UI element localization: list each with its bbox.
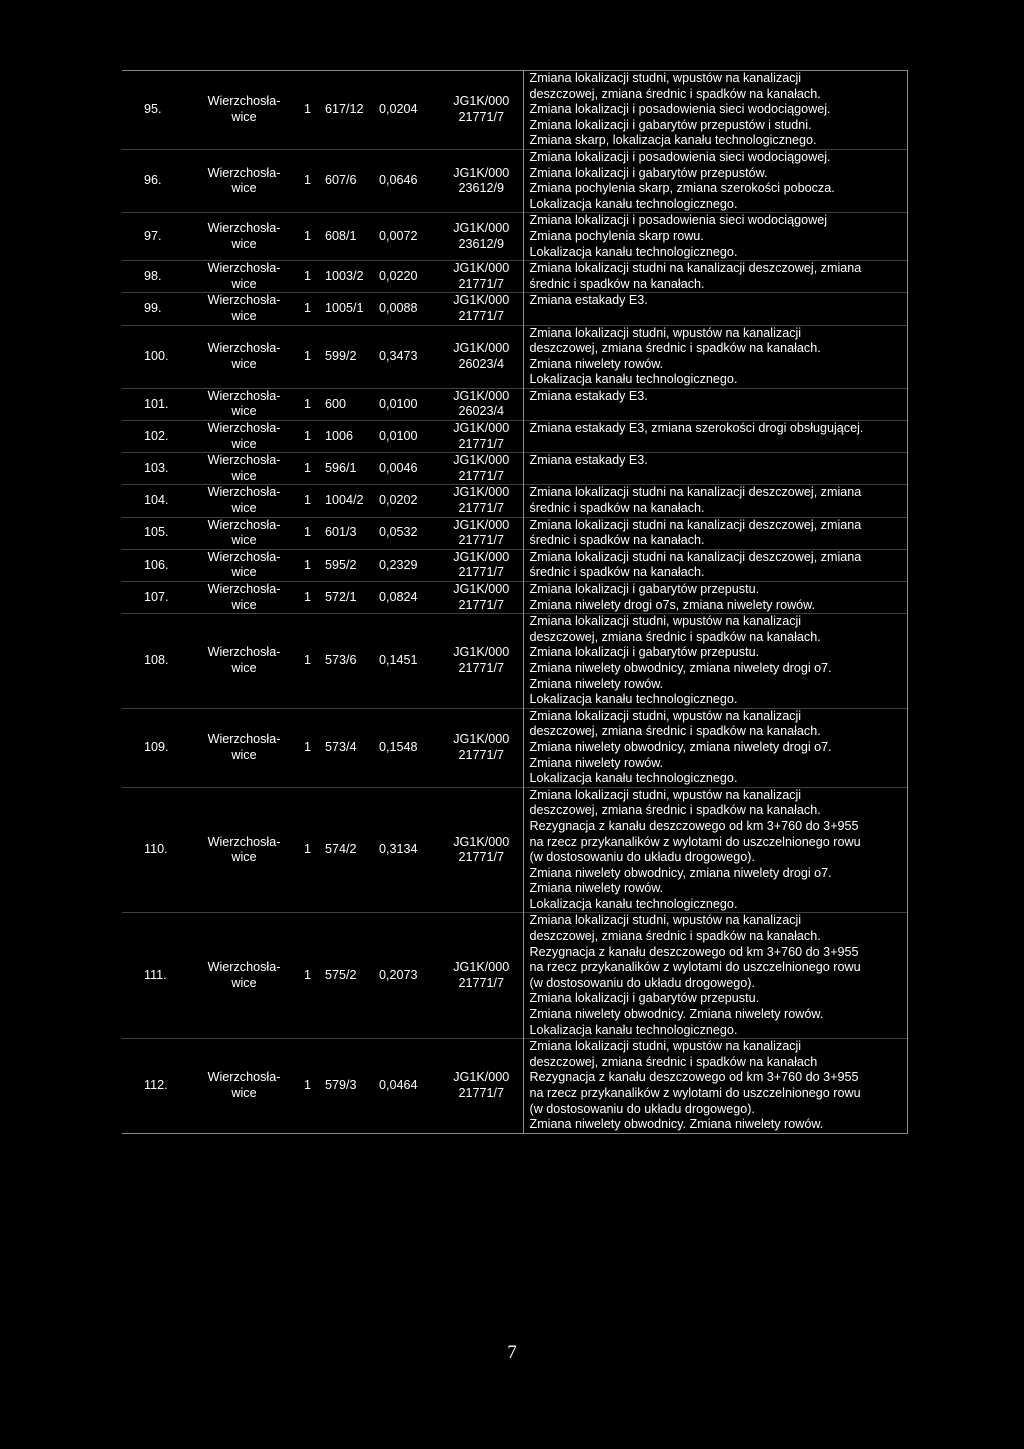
change-description-line: Zmiana lokalizacji studni, wpustów na kanalizacji xyxy=(529,71,802,85)
row-number: 104. xyxy=(122,485,194,517)
area-cell: 0,0464 xyxy=(375,1039,440,1134)
obreb-cell: 1 xyxy=(303,102,311,117)
change-description-line: Zmiana pochylenia skarp, zmiana szerokości pobocza. xyxy=(529,181,835,196)
table-row xyxy=(122,149,907,212)
town-cell: Wierzchosła- wice xyxy=(194,485,294,517)
change-description-line: Zmiana lokalizacji studni na kanalizacji deszczowej, zmiana xyxy=(529,549,862,564)
decision-number-cell: JG1K/000 21771/7 xyxy=(440,293,523,325)
decision-number-cell: JG1K/000 23612/9 xyxy=(440,213,523,261)
change-description-line: Rezygnacja z kanału deszczowego od km 3+760 do 3+955 xyxy=(529,818,859,833)
change-description-line: (w dostosowaniu do układu drogowego). xyxy=(529,850,755,865)
parcel-number-cell: 596/1 xyxy=(321,453,375,485)
obreb-cell: 1 xyxy=(294,708,321,787)
row-number: 100. xyxy=(122,325,194,388)
parcel-number-cell: 573/6 xyxy=(321,614,375,709)
change-description-cell xyxy=(523,213,907,261)
change-description-line: Zmiana estakady E3. xyxy=(529,388,648,403)
table-row xyxy=(122,708,907,787)
obreb-cell: 1 xyxy=(294,293,321,325)
row-number: 106. xyxy=(122,549,194,581)
change-description-cell xyxy=(523,582,907,614)
town-cell: Wierzchosła- wice xyxy=(194,149,294,212)
area-cell: 0,0100 xyxy=(375,421,440,453)
change-description-line: na rzecz przykanalików z wylotami do uszczelnionego rowu xyxy=(529,1086,861,1100)
table-row xyxy=(122,71,907,150)
row-number: 109. xyxy=(122,708,194,787)
town-cell: Wierzchosła- wice xyxy=(194,549,294,581)
change-description-line: Zmiana niwelety rowów. xyxy=(529,356,664,371)
parcel-number-cell: 601/3 xyxy=(321,517,375,549)
parcel-number-cell: 617/12 xyxy=(325,102,364,117)
obreb-cell: 1 xyxy=(294,213,321,261)
row-number: 105. xyxy=(122,517,194,549)
change-description-line: Zmiana lokalizacji studni, wpustów na kanalizacji xyxy=(529,708,802,723)
change-description-line: Zmiana estakady E3. xyxy=(529,293,648,308)
area-cell: 0,0088 xyxy=(375,293,440,325)
row-number: 99. xyxy=(122,293,194,325)
town-cell: Wierzchosła- wice xyxy=(194,517,294,549)
area-cell: 0,0202 xyxy=(375,485,440,517)
parcel-number-cell: 600 xyxy=(321,388,375,420)
area-cell: 0,0072 xyxy=(375,213,440,261)
change-description-line: Zmiana lokalizacji i gabarytów przepustów i studni. xyxy=(529,117,812,132)
change-description-line: Zmiana estakady E3, zmiana szerokości drogi obsługującej. xyxy=(529,421,864,436)
change-description-line: Zmiana lokalizacji i posadowienia sieci wodociągowej. xyxy=(529,102,831,117)
town-cell: Wierzchosła- wice xyxy=(194,213,294,261)
change-description-line: Zmiana lokalizacji studni, wpustów na kanalizacji xyxy=(529,325,802,340)
obreb-cell: 1 xyxy=(294,614,321,709)
area-cell: 0,2073 xyxy=(375,913,440,1039)
town-cell: Wierzchosła- wice xyxy=(194,421,294,453)
town-cell: Wierzchosła- wice xyxy=(194,388,294,420)
change-description-line: (w dostosowaniu do układu drogowego). xyxy=(529,1101,755,1116)
change-description-line: Zmiana niwelety rowów. xyxy=(529,755,664,770)
change-description-cell xyxy=(523,517,907,549)
decision-number-cell: JG1K/000 21771/7 xyxy=(440,485,523,517)
table-row xyxy=(122,1039,907,1134)
parcel-number-cell: 1005/1 xyxy=(321,293,375,325)
area-cell: 0,0100 xyxy=(375,388,440,420)
table-row xyxy=(122,213,907,261)
obreb-cell: 1 xyxy=(294,517,321,549)
decision-number-cell: JG1K/000 21771/7 xyxy=(440,787,523,913)
obreb-cell: 1 xyxy=(294,1039,321,1134)
change-description-line: Zmiana niwelety rowów. xyxy=(529,676,664,691)
parcel-number-cell: 595/2 xyxy=(321,549,375,581)
change-description-cell xyxy=(523,325,907,388)
change-description-cell xyxy=(523,787,907,913)
table-row xyxy=(122,485,907,517)
change-description-line: deszczowej, zmiana średnic i spadków na kanałach. xyxy=(529,86,821,101)
change-description-line: Zmiana lokalizacji i gabarytów przepustu. xyxy=(529,991,760,1006)
change-description-line: Zmiana lokalizacji i gabarytów przepustu. xyxy=(529,645,760,660)
change-description-line: Zmiana lokalizacji i gabarytów przepustu. xyxy=(529,582,760,596)
change-description-line: Zmiana lokalizacji studni na kanalizacji deszczowej, zmiana xyxy=(529,485,862,500)
changes-table xyxy=(122,70,908,1134)
row-number: 112. xyxy=(122,1039,194,1134)
change-description-line: Zmiana niwelety rowów. xyxy=(529,881,664,896)
change-description-line: Zmiana lokalizacji i gabarytów przepustów. xyxy=(529,165,768,180)
decision-number-cell: JG1K/000 21771/7 xyxy=(440,453,523,485)
area-cell: 0,0532 xyxy=(375,517,440,549)
row-number: 97. xyxy=(122,213,194,261)
change-description-line: Zmiana lokalizacji studni, wpustów na kanalizacji xyxy=(529,787,802,802)
area-cell: 0,1548 xyxy=(375,708,440,787)
change-description-line: deszczowej, zmiana średnic i spadków na kanałach. xyxy=(529,803,821,818)
table-row xyxy=(122,582,907,614)
change-description-line: Lokalizacja kanału technologicznego. xyxy=(529,196,738,211)
obreb-cell: 1 xyxy=(294,453,321,485)
table-row xyxy=(122,293,907,325)
town-cell: Wierzchosła- wice xyxy=(194,787,294,913)
change-description-line: Lokalizacja kanału technologicznego. xyxy=(529,896,738,911)
table-row xyxy=(122,787,907,913)
obreb-cell: 1 xyxy=(294,787,321,913)
obreb-cell: 1 xyxy=(294,261,321,293)
area-cell: 0,2329 xyxy=(375,549,440,581)
change-description-cell xyxy=(523,71,907,150)
change-description-line: Zmiana lokalizacji studni, wpustów na kanalizacji xyxy=(529,614,802,629)
change-description-line: Zmiana estakady E3. xyxy=(529,453,648,468)
table-row xyxy=(122,261,907,293)
town-cell: Wierzchosła- wice xyxy=(207,94,281,124)
change-description-line: deszczowej, zmiana średnic i spadków na kanałach. xyxy=(529,929,821,944)
area-cell: 0,0824 xyxy=(375,582,440,614)
change-description-cell xyxy=(523,1039,907,1134)
parcel-number-cell: 574/2 xyxy=(321,787,375,913)
town-cell: Wierzchosła- wice xyxy=(194,453,294,485)
row-number: 111. xyxy=(122,913,194,1039)
decision-number-cell: JG1K/000 21771/7 xyxy=(440,614,523,709)
town-cell: Wierzchosła- wice xyxy=(194,1039,294,1134)
change-description-cell xyxy=(523,261,907,293)
decision-number-cell: JG1K/000 21771/7 xyxy=(440,261,523,293)
change-description-line: deszczowej, zmiana średnic i spadków na kanałach xyxy=(529,1054,818,1069)
row-number: 98. xyxy=(122,261,194,293)
change-description-line: Rezygnacja z kanału deszczowego od km 3+760 do 3+955 xyxy=(529,944,859,959)
change-description-cell xyxy=(523,708,907,787)
decision-number-cell: JG1K/000 26023/4 xyxy=(440,388,523,420)
table-row xyxy=(122,388,907,420)
table-row xyxy=(122,325,907,388)
town-cell: Wierzchosła- wice xyxy=(194,325,294,388)
change-description-cell xyxy=(523,293,907,325)
change-description-line: średnic i spadków na kanałach. xyxy=(529,276,705,291)
change-description-line: Zmiana niwelety obwodnicy, zmiana niwelety drogi o7. xyxy=(529,739,832,754)
change-description-line: Lokalizacja kanału technologicznego. xyxy=(529,692,738,707)
change-description-line: Rezygnacja z kanału deszczowego od km 3+760 do 3+955 xyxy=(529,1070,859,1085)
obreb-cell: 1 xyxy=(294,582,321,614)
area-cell: 0,0204 xyxy=(379,102,418,117)
decision-number-cell: JG1K/000 21771/7 xyxy=(440,582,523,614)
decision-number-cell: JG1K/000 21771/7 xyxy=(440,708,523,787)
parcel-number-cell: 575/2 xyxy=(321,913,375,1039)
change-description-cell xyxy=(523,388,907,420)
change-description-line: Zmiana niwelety obwodnicy, zmiana niwelety drogi o7. xyxy=(529,660,832,675)
change-description-line: średnic i spadków na kanałach. xyxy=(529,533,705,548)
decision-number-cell: JG1K/000 21771/7 xyxy=(440,549,523,581)
town-cell: Wierzchosła- wice xyxy=(194,261,294,293)
change-description-cell xyxy=(523,149,907,212)
town-cell: Wierzchosła- wice xyxy=(194,614,294,709)
area-cell: 0,0646 xyxy=(375,149,440,212)
town-cell: Wierzchosła- wice xyxy=(194,293,294,325)
table-row xyxy=(122,913,907,1039)
change-description-line: średnic i spadków na kanałach. xyxy=(529,565,705,580)
change-description-cell xyxy=(523,485,907,517)
change-description-cell xyxy=(523,913,907,1039)
obreb-cell: 1 xyxy=(294,149,321,212)
parcel-number-cell: 1003/2 xyxy=(321,261,375,293)
row-number: 107. xyxy=(122,582,194,614)
row-number: 95. xyxy=(144,102,162,117)
decision-number-cell: JG1K/000 23612/9 xyxy=(440,149,523,212)
change-description-cell xyxy=(523,614,907,709)
row-number: 110. xyxy=(122,787,194,913)
change-description-line: Zmiana pochylenia skarp rowu. xyxy=(529,228,704,243)
obreb-cell: 1 xyxy=(294,325,321,388)
area-cell: 0,0046 xyxy=(375,453,440,485)
row-number: 103. xyxy=(122,453,194,485)
change-description-line: Zmiana niwelety obwodnicy. Zmiana niwelety rowów. xyxy=(529,1117,824,1132)
change-description-line: Zmiana niwelety obwodnicy, zmiana niwelety drogi o7. xyxy=(529,865,832,880)
obreb-cell: 1 xyxy=(294,388,321,420)
change-description-line: Zmiana lokalizacji studni na kanalizacji deszczowej, zmiana xyxy=(529,261,862,276)
change-description-line: deszczowej, zmiana średnic i spadków na kanałach. xyxy=(529,724,821,739)
parcel-number-cell: 572/1 xyxy=(321,582,375,614)
area-cell: 0,3473 xyxy=(375,325,440,388)
change-description-line: na rzecz przykanalików z wylotami do uszczelnionego rowu xyxy=(529,834,861,849)
change-description-line: Zmiana lokalizacji i posadowienia sieci wodociągowej. xyxy=(529,149,831,164)
town-cell: Wierzchosła- wice xyxy=(194,582,294,614)
parcel-number-cell: 608/1 xyxy=(321,213,375,261)
row-number: 102. xyxy=(122,421,194,453)
change-description-line: (w dostosowaniu do układu drogowego). xyxy=(529,975,755,990)
change-description-line: Lokalizacja kanału technologicznego. xyxy=(529,372,738,387)
change-description-line: Zmiana lokalizacji studni, wpustów na kanalizacji xyxy=(529,913,802,928)
parcel-number-cell: 579/3 xyxy=(321,1039,375,1134)
page-number: 7 xyxy=(507,1342,517,1363)
change-description-cell xyxy=(523,421,907,453)
change-description-line: na rzecz przykanalików z wylotami do uszczelnionego rowu xyxy=(529,960,861,975)
change-description-line: Lokalizacja kanału technologicznego. xyxy=(529,244,738,259)
change-description-line: Zmiana lokalizacji studni na kanalizacji deszczowej, zmiana xyxy=(529,517,862,532)
town-cell: Wierzchosła- wice xyxy=(194,708,294,787)
change-description-line: deszczowej, zmiana średnic i spadków na kanałach. xyxy=(529,629,821,644)
decision-number-cell: JG1K/000 26023/4 xyxy=(440,325,523,388)
area-cell: 0,0220 xyxy=(375,261,440,293)
decision-number-cell: JG1K/000 21771/7 xyxy=(440,421,523,453)
change-description-line: Zmiana niwelety obwodnicy. Zmiana niwelety rowów. xyxy=(529,1007,824,1022)
obreb-cell: 1 xyxy=(294,421,321,453)
table-row xyxy=(122,453,907,485)
row-number: 108. xyxy=(122,614,194,709)
table-row xyxy=(122,517,907,549)
change-description-cell xyxy=(523,453,907,485)
obreb-cell: 1 xyxy=(294,549,321,581)
decision-number-cell: JG1K/000 21771/7 xyxy=(440,1039,523,1134)
change-description-line: Lokalizacja kanału technologicznego. xyxy=(529,771,738,786)
change-description-line: średnic i spadków na kanałach. xyxy=(529,501,705,516)
change-description-line: Zmiana skarp, lokalizacja kanału technologicznego. xyxy=(529,133,817,148)
decision-number-cell: JG1K/000 21771/7 xyxy=(440,913,523,1039)
parcel-number-cell: 607/6 xyxy=(321,149,375,212)
table-row xyxy=(122,614,907,709)
table-row xyxy=(122,549,907,581)
row-number: 101. xyxy=(122,388,194,420)
change-description-cell xyxy=(523,549,907,581)
row-number: 96. xyxy=(122,149,194,212)
change-description-line: deszczowej, zmiana średnic i spadków na kanałach. xyxy=(529,341,821,356)
area-cell: 0,1451 xyxy=(375,614,440,709)
area-cell: 0,3134 xyxy=(375,787,440,913)
decision-number-cell: JG1K/000 21771/7 xyxy=(453,94,510,124)
parcel-number-cell: 573/4 xyxy=(321,708,375,787)
change-description-line: Zmiana lokalizacji i posadowienia sieci wodociągowej xyxy=(529,213,828,228)
parcel-number-cell: 1006 xyxy=(321,421,375,453)
town-cell: Wierzchosła- wice xyxy=(194,913,294,1039)
decision-number-cell: JG1K/000 21771/7 xyxy=(440,517,523,549)
change-description-line: Zmiana niwelety drogi o7s, zmiana niwelety rowów. xyxy=(529,597,816,612)
obreb-cell: 1 xyxy=(294,913,321,1039)
table-row xyxy=(122,421,907,453)
change-description-line: Lokalizacja kanału technologicznego. xyxy=(529,1022,738,1037)
parcel-number-cell: 1004/2 xyxy=(321,485,375,517)
change-description-line: Zmiana lokalizacji studni, wpustów na kanalizacji xyxy=(529,1039,802,1054)
parcel-number-cell: 599/2 xyxy=(321,325,375,388)
obreb-cell: 1 xyxy=(294,485,321,517)
changes-table-body xyxy=(122,71,907,1134)
